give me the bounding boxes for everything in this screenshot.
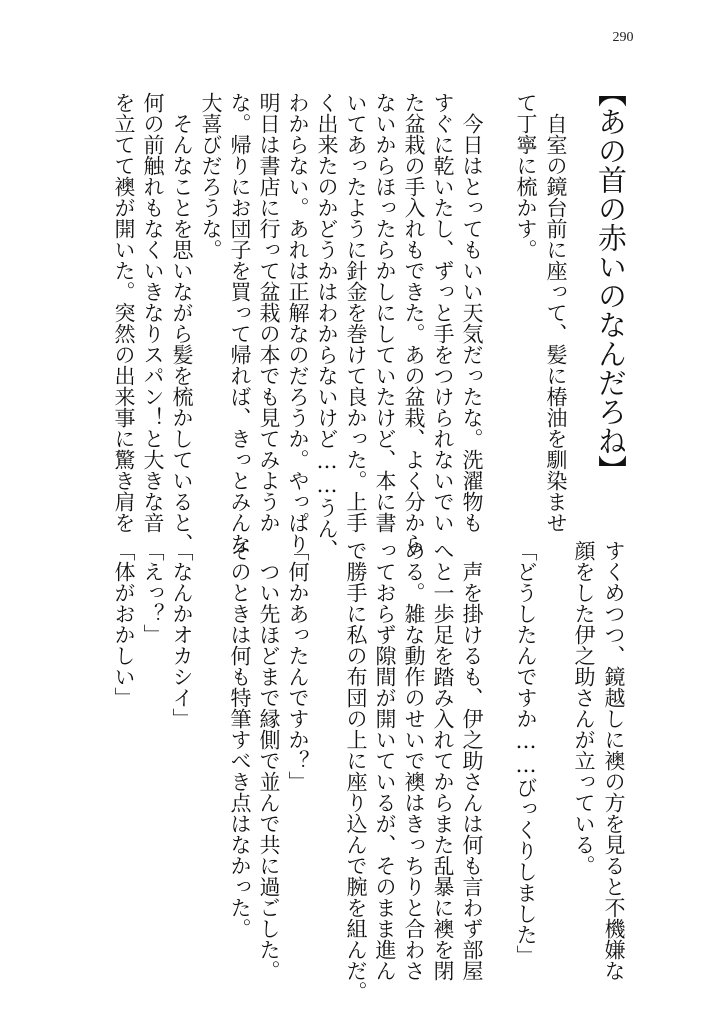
text-line: く出来たのかどうかはわからないけど……うん、 xyxy=(315,92,339,560)
text-line: 「えっ？」 xyxy=(141,540,165,645)
text-line: ないからほったらかしにしていたけど、本に書 xyxy=(373,92,397,533)
text-line: た盆栽の手入れもできた。あの盆栽、よく分から xyxy=(402,92,426,554)
text-line: つい先ほどまで縁側で並んで共に過ごした。 xyxy=(257,540,281,981)
text-line: 大喜びだろうな。 xyxy=(199,92,223,260)
text-line: すくめつつ、鏡越しに襖の方を見ると不機嫌な xyxy=(602,540,626,981)
text-line: そんなことを思いながら髪を梳かしていると、 xyxy=(170,92,194,554)
page-number: 290 xyxy=(612,30,634,45)
text-line: 「なんかオカシイ」 xyxy=(170,540,194,729)
text-line: を立てて襖が開いた。突然の出来事に驚き肩を xyxy=(112,92,136,533)
text-line: 「何かあったんですか？」 xyxy=(286,540,310,792)
text-line: そのときは何も特筆すべき点はなかった。 xyxy=(228,540,252,939)
text-line: で勝手に私の布団の上に座り込んで腕を組んだ。 xyxy=(344,540,368,1002)
text-line: へと一歩足を踏み入れてからまた乱暴に襖を閉 xyxy=(431,540,455,981)
text-line: 何の前触れもなくいきなりスパン！と大きな音 xyxy=(141,92,165,533)
text-line: すぐに乾いたし、ずっと手をつけられないでい xyxy=(431,92,455,533)
text-line: 「どうしたんですか……びっくりしました」 xyxy=(514,540,538,966)
text-line: 声を掛けるも、伊之助さんは何も言わず部屋 xyxy=(460,540,484,981)
text-line: わからない。あれは正解なのだろうか。やっぱり xyxy=(286,92,310,554)
text-line: 明日は書店に行って盆栽の本でも見てみようか xyxy=(257,92,281,533)
text-line: 今日はとってもいい天気だったな。洗濯物も xyxy=(460,92,484,533)
text-line: 自室の鏡台前に座って、髪に椿油を馴染ませ xyxy=(544,92,568,533)
text-line: める。雑な動作のせいで襖はきっちりと合わさ xyxy=(402,540,426,981)
text-line: な。帰りにお団子を買って帰れば、きっとみんな xyxy=(228,92,252,554)
text-line: 顔をした伊之助さんが立っている。 xyxy=(572,540,596,876)
text-line: っておらず隙間が開いているが、そのまま進ん xyxy=(373,540,397,981)
text-line: て丁寧に梳かす。 xyxy=(514,92,538,260)
chapter-heading: 【あの首の赤いのなんだろね】 xyxy=(594,78,628,484)
text-line: いてあったように針金を巻けて良かった。上手 xyxy=(344,92,368,533)
text-line: 「体がおかしい」 xyxy=(112,540,136,708)
